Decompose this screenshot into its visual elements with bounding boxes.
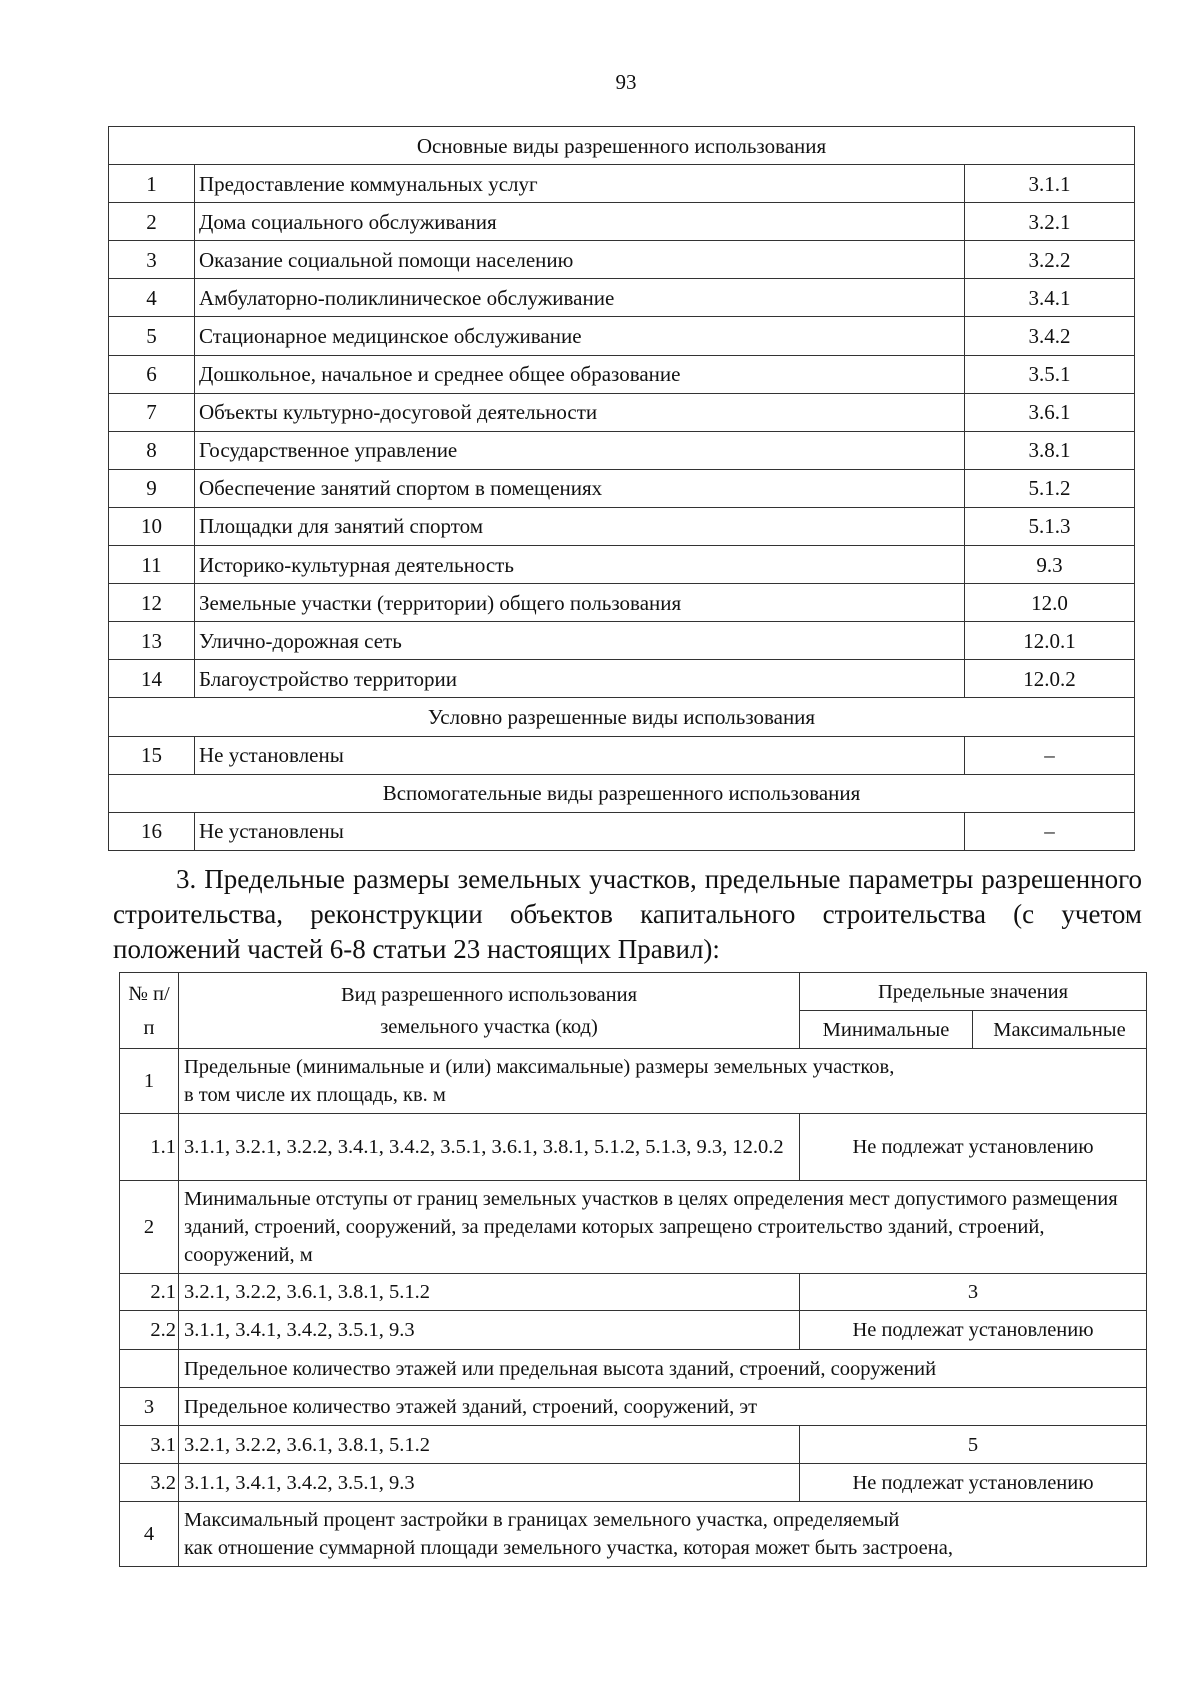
use-code: – [965,736,1135,774]
section-header-row [109,698,1135,736]
permitted-use-table [108,126,1135,851]
section-title: Вспомогательные виды разрешенного использования [109,774,1135,812]
use-codes: 3.1.1, 3.2.1, 3.2.2, 3.4.1, 3.4.2, 3.5.1, 3.6.1, 3.8.1, 5.1.2, 5.1.3, 9.3, 12.0.2 [179,1114,800,1181]
use-codes: 3.2.1, 3.2.2, 3.6.1, 3.8.1, 5.1.2 [179,1426,800,1464]
limit-value: Не подлежат установлению [800,1114,1147,1181]
row-number: 1 [109,165,195,203]
use-code: 5.1.3 [965,507,1135,545]
row-number: 3 [120,1388,179,1426]
table-row [109,317,1135,355]
use-code: 3.6.1 [965,393,1135,431]
table-row [120,1502,1147,1567]
parameter-text: Предельные (минимальные и (или) максимальные) размеры земельных участков, [184,1056,895,1078]
table-row [109,241,1135,279]
use-code: 5.1.2 [965,469,1135,507]
row-number: 3 [109,241,195,279]
header-row [120,973,1147,1011]
use-name: Амбулаторно-поликлиническое обслуживание [195,279,965,317]
limits-table [119,972,1147,1567]
header-num-label: № п/п [128,982,170,1039]
row-number: 13 [109,622,195,660]
table-row [109,507,1135,545]
use-name: Благоустройство территории [195,660,965,698]
table-row [109,279,1135,317]
limit-value: 3 [800,1274,1147,1311]
section-3-paragraph: 3. Предельные размеры земельных участков, предельные параметры разрешенного строительства, реконструкции объектов капитального строительства (с учетом положений частей 6-8 статьи 23 настоящих Правил): [113,864,1142,964]
row-number: 2 [120,1181,179,1274]
table-row [120,1311,1147,1350]
use-code: 12.0 [965,584,1135,622]
table-row [120,1114,1147,1181]
table-row [109,812,1135,850]
row-number: 12 [109,584,195,622]
row-number: 10 [109,507,195,545]
use-code: 3.4.1 [965,279,1135,317]
table-row [120,1350,1147,1388]
row-number: 2.1 [120,1274,179,1311]
use-name: Объекты культурно-досуговой деятельности [195,393,965,431]
row-number: 3.2 [120,1464,179,1502]
row-number: 16 [109,812,195,850]
parameter-description [179,1181,1147,1274]
use-name: Площадки для занятий спортом [195,507,965,545]
use-code: – [965,812,1135,850]
section-header-row [109,774,1135,812]
use-code: 3.5.1 [965,355,1135,393]
table-row [120,1181,1147,1274]
section-header-row [109,127,1135,165]
page-number: 93 [615,70,637,94]
use-name: Дома социального обслуживания [195,203,965,241]
table-row [120,1049,1147,1114]
table-row [109,431,1135,469]
use-code: 3.1.1 [965,165,1135,203]
parameter-description [179,1350,1147,1388]
parameter-description [179,1388,1147,1426]
use-code: 3.2.1 [965,203,1135,241]
row-number: 1 [120,1049,179,1114]
use-name: Государственное управление [195,431,965,469]
use-name: Оказание социальной помощи населению [195,241,965,279]
parameter-text: Минимальные отступы от границ земельных участков в целях определения мест допустимого размещения зданий, строений, сооружений, за пределами которых запрещено строительство зданий, строений, сооружений, м [184,1188,1118,1266]
row-number: 4 [109,279,195,317]
row-number: 3.1 [120,1426,179,1464]
parameter-text: Предельное количество этажей или предельная высота зданий, строений, сооружений [184,1357,937,1380]
row-number: 2.2 [120,1311,179,1350]
table-row [109,165,1135,203]
header-num [120,973,179,1049]
table-row [109,393,1135,431]
use-codes: 3.1.1, 3.4.1, 3.4.2, 3.5.1, 9.3 [179,1464,800,1502]
table-row [109,546,1135,584]
row-number: 14 [109,660,195,698]
row-number: 8 [109,431,195,469]
row-number: 6 [109,355,195,393]
header-min: Минимальные [800,1011,973,1049]
row-number: 2 [109,203,195,241]
parameter-description [179,1502,1147,1567]
use-name: Земельные участки (территории) общего пользования [195,584,965,622]
table-row [120,1388,1147,1426]
section-title: Условно разрешенные виды использования [109,698,1135,736]
table-row [109,584,1135,622]
parameter-text-cont: как отношение суммарной площади земельного участка, которая может быть застроена, [184,1537,953,1559]
limit-value: 5 [800,1426,1147,1464]
use-codes: 3.1.1, 3.4.1, 3.4.2, 3.5.1, 9.3 [179,1311,800,1350]
header-max: Максимальные [973,1011,1147,1049]
table-row [120,1274,1147,1311]
use-name: Не установлены [195,736,965,774]
row-number: 9 [109,469,195,507]
table-row [109,660,1135,698]
row-number: 15 [109,736,195,774]
header-type-line2: земельного участка (код) [380,1015,598,1038]
header-type-line1: Вид разрешенного использования [340,983,638,1006]
table-row [109,622,1135,660]
header-type [179,973,800,1049]
parameter-text: Максимальный процент застройки в границах земельного участка, определяемый [184,1509,900,1531]
row-number: 5 [109,317,195,355]
use-name: Обеспечение занятий спортом в помещениях [195,469,965,507]
use-code: 3.8.1 [965,431,1135,469]
parameter-text-cont: в том числе их площадь, кв. м [184,1084,446,1106]
row-number: 4 [120,1502,179,1567]
use-name: Предоставление коммунальных услуг [195,165,965,203]
use-code: 12.0.2 [965,660,1135,698]
use-codes: 3.2.1, 3.2.2, 3.6.1, 3.8.1, 5.1.2 [179,1274,800,1311]
use-name: Дошкольное, начальное и среднее общее образование [195,355,965,393]
row-number: 11 [109,546,195,584]
parameter-description [179,1049,1147,1114]
use-code: 9.3 [965,546,1135,584]
table-row [120,1464,1147,1502]
table-row [120,1426,1147,1464]
row-number: 7 [109,393,195,431]
use-name: Улично-дорожная сеть [195,622,965,660]
table-row [109,203,1135,241]
use-name: Стационарное медицинское обслуживание [195,317,965,355]
limit-value: Не подлежат установлению [800,1464,1147,1502]
row-number: 1.1 [120,1114,179,1181]
parameter-text: Предельное количество этажей зданий, строений, сооружений, эт [184,1395,758,1418]
use-name: Историко-культурная деятельность [195,546,965,584]
use-code: 3.2.2 [965,241,1135,279]
section-title: Основные виды разрешенного использования [109,127,1135,165]
table-row [109,355,1135,393]
row-number [120,1350,179,1388]
use-code: 3.4.2 [965,317,1135,355]
header-limits: Предельные значения [800,973,1147,1011]
limit-value: Не подлежат установлению [800,1311,1147,1350]
table-row [109,469,1135,507]
use-name: Не установлены [195,812,965,850]
table-row [109,736,1135,774]
use-code: 12.0.1 [965,622,1135,660]
